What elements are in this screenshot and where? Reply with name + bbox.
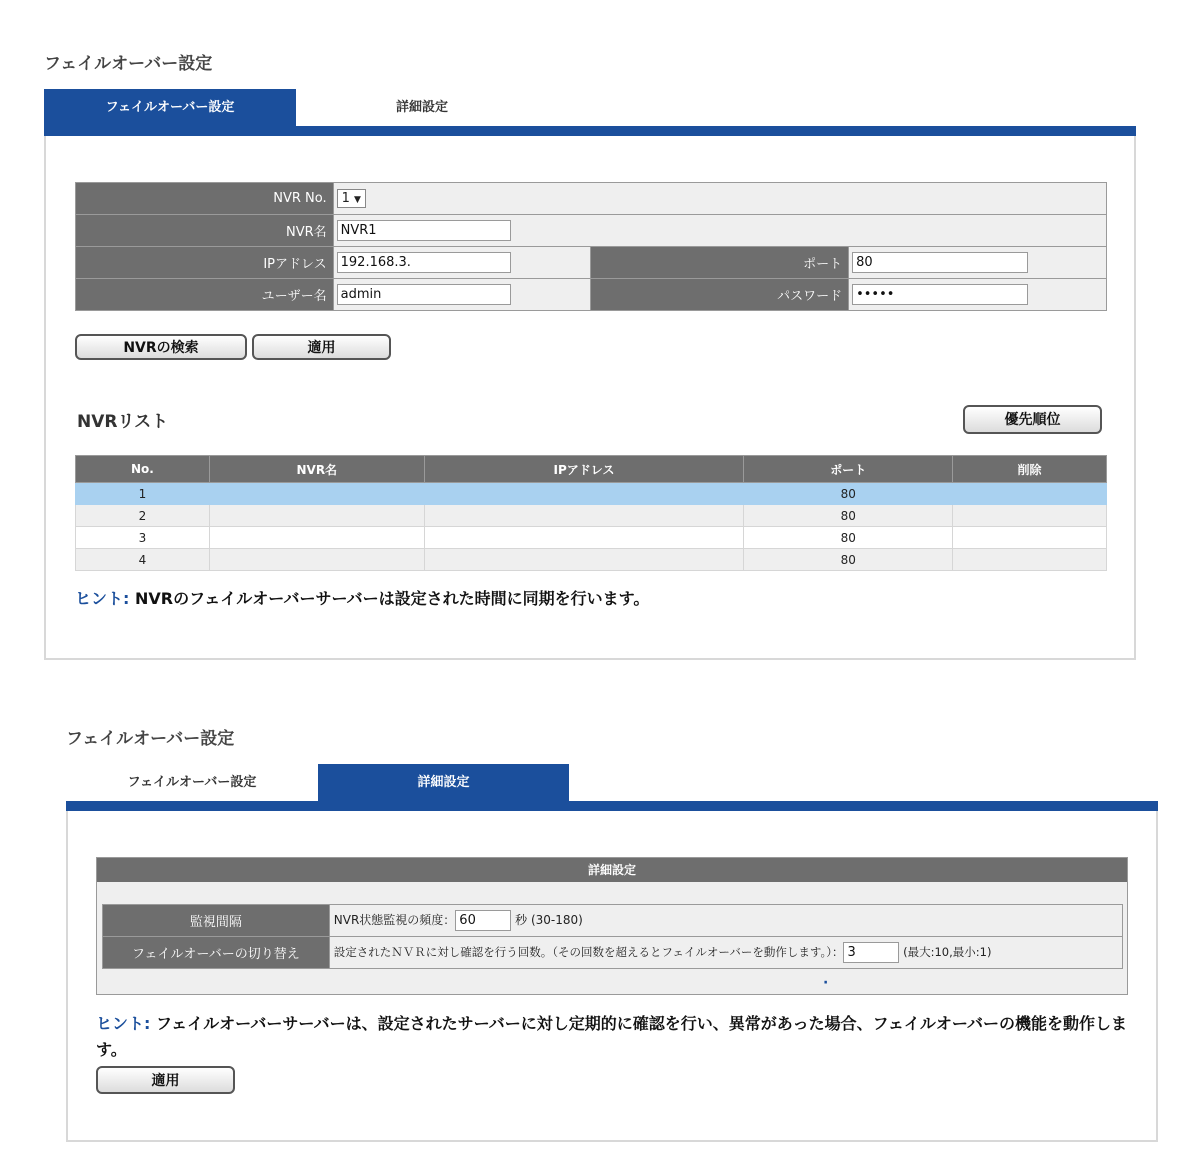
tab-failover-settings-2[interactable]: フェイルオーバー設定 [127, 775, 257, 790]
failover-count-range: (最大:10,最小:1) [903, 945, 992, 959]
column-header-delete: 削除 [953, 456, 1107, 483]
port-input[interactable]: 80 [852, 252, 1028, 273]
tab-underline-bar-2 [66, 801, 1158, 811]
row-delete[interactable] [953, 549, 1107, 571]
row-no: 1 [76, 483, 210, 505]
username-input[interactable]: admin [337, 284, 511, 305]
column-header-nvr-name: NVR名 [209, 456, 424, 483]
column-header-no: No. [76, 456, 210, 483]
password-label: パスワード [591, 279, 849, 311]
table-row[interactable] [76, 505, 1107, 527]
nvr-no-label: NVR No. [76, 183, 334, 215]
failover-switch-label: フェイルオーバーの切り替え [103, 937, 330, 969]
row-nvr-name [209, 549, 424, 571]
row-no: 2 [76, 505, 210, 527]
nvr-list-table [75, 455, 1107, 571]
table-row[interactable] [76, 483, 1107, 505]
page-title-2: フェイルオーバー設定 [66, 729, 235, 749]
row-delete[interactable] [953, 527, 1107, 549]
row-nvr-name [209, 483, 424, 505]
monitor-frequency-range: 秒 (30-180) [515, 913, 583, 927]
row-ip [424, 483, 744, 505]
port-label: ポート [591, 247, 849, 279]
row-nvr-name [209, 527, 424, 549]
nvr-no-value: 1 [341, 191, 350, 206]
row-no: 3 [76, 527, 210, 549]
hint-body-2: フェイルオーバーサーバーは、設定されたサーバーに対し定期的に確認を行い、異常があった場合、フェイルオーバーの機能を動作します。 [96, 1014, 1128, 1059]
monitor-frequency-text: NVR状態監視の頻度： [333, 913, 456, 927]
tab-advanced-settings-2[interactable]: 詳細設定 [318, 764, 569, 801]
advanced-settings-header: 詳細設定 [97, 858, 1127, 882]
row-ip [424, 505, 744, 527]
tab-advanced-settings[interactable]: 詳細設定 [395, 100, 448, 115]
row-port: 80 [744, 527, 953, 549]
monitor-interval-label: 監視間隔 [103, 905, 330, 937]
row-nvr-name [209, 505, 424, 527]
row-port: 80 [744, 505, 953, 527]
priority-button[interactable]: 優先順位 [963, 405, 1102, 434]
advanced-settings-table [102, 904, 1123, 969]
hint-body: NVRのフェイルオーバーサーバーは設定された時間に同期を行います。 [129, 589, 650, 608]
password-input[interactable]: ••••• [852, 284, 1028, 305]
nvr-name-label: NVR名 [76, 215, 334, 247]
hint-key: ヒント: [75, 589, 130, 608]
row-ip [424, 527, 744, 549]
row-port: 80 [744, 549, 953, 571]
ip-address-label: IPアドレス [76, 247, 334, 279]
advanced-settings-box [96, 857, 1128, 995]
row-delete[interactable] [953, 483, 1107, 505]
row-ip [424, 549, 744, 571]
search-nvr-button[interactable]: NVRの検索 [75, 334, 247, 360]
decorative-dot: · [823, 975, 829, 991]
row-delete[interactable] [953, 505, 1107, 527]
nvr-list-title: NVRリスト [77, 412, 169, 432]
page-title-1: フェイルオーバー設定 [44, 54, 213, 74]
ip-address-input[interactable]: 192.168.3. [337, 252, 511, 273]
tab-underline-bar [44, 126, 1136, 136]
row-no: 4 [76, 549, 210, 571]
row-port: 80 [744, 483, 953, 505]
hint-text-1 [75, 586, 1115, 612]
hint-key-2: ヒント: [96, 1014, 151, 1033]
monitor-frequency-input[interactable]: 60 [455, 910, 511, 931]
dropdown-arrow-icon: ▼ [354, 195, 361, 205]
failover-count-input[interactable]: 3 [843, 942, 899, 963]
username-label: ユーザー名 [76, 279, 334, 311]
nvr-form [75, 182, 1107, 311]
apply-button-2[interactable]: 適用 [96, 1066, 235, 1094]
table-row[interactable] [76, 549, 1107, 571]
table-row[interactable] [76, 527, 1107, 549]
hint-text-2 [96, 1011, 1136, 1063]
apply-button[interactable]: 適用 [252, 334, 391, 360]
failover-switch-text: 設定されたＮＶＲに対し確認を行う回数。（その回数を超えるとフェイルオーバーを動作します。）： [333, 945, 844, 959]
nvr-no-select[interactable] [337, 189, 366, 208]
tab-failover-settings[interactable]: フェイルオーバー設定 [44, 89, 296, 126]
nvr-name-input[interactable]: NVR1 [337, 220, 511, 241]
column-header-ip-address: IPアドレス [424, 456, 744, 483]
column-header-port: ポート [744, 456, 953, 483]
